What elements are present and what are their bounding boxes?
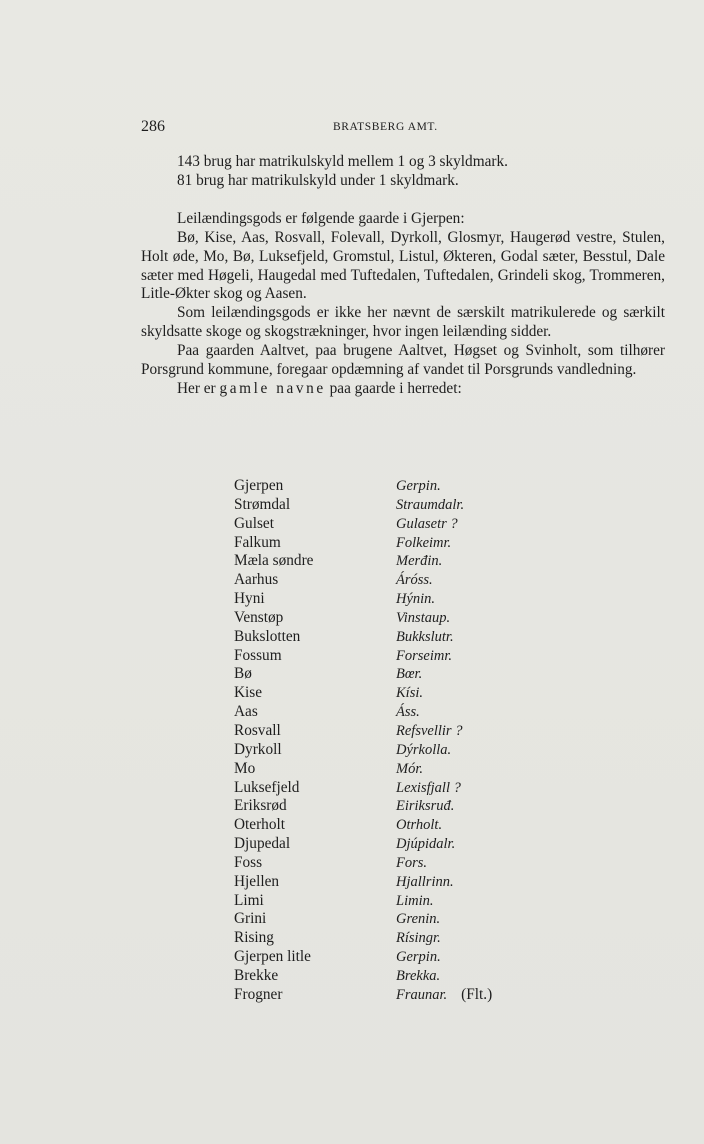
table-row <box>234 835 554 854</box>
table-row <box>234 647 554 666</box>
running-title: BRATSBERG AMT. <box>333 121 438 133</box>
old-name: Refsvellir ? <box>396 722 463 739</box>
modern-name: Bukslotten <box>234 627 301 645</box>
modern-name: Bø <box>234 665 252 683</box>
table-row <box>234 684 554 703</box>
old-name: Kísi. <box>396 685 423 702</box>
modern-name: Venstøp <box>234 608 284 626</box>
old-name: Grenin. <box>396 911 441 928</box>
modern-name: Gjerpen litle <box>234 948 311 966</box>
old-name: Eiriksruđ. <box>396 798 455 815</box>
old-name: Gulasetr ? <box>396 515 458 532</box>
old-name: Hjallrinn. <box>396 873 454 890</box>
modern-name: Aarhus <box>234 571 279 589</box>
old-name: Djúpidalr. <box>396 836 456 853</box>
paragraph-not-mentioned: Som leilændingsgods er ikke her nævnt de særskilt matrikulerede og særkilt skyldsatte skoge og skogstrækninger, hvor ingen leilænding sidder. <box>141 304 665 341</box>
table-row <box>234 534 554 553</box>
table-row <box>234 948 554 967</box>
old-name: Forseimr. <box>396 647 452 664</box>
table-row <box>234 892 554 911</box>
modern-name: Falkum <box>234 533 281 551</box>
old-name: Gerpin. <box>396 949 441 966</box>
statistic-line: 143 brug har matrikulskyld mellem 1 og 3 skyldmark. <box>177 153 508 170</box>
table-row <box>234 929 554 948</box>
paragraph-intro-leilaendingsgods: Leilændingsgods er følgende gaarde i Gjerpen: <box>177 209 465 227</box>
modern-name: Frogner <box>234 985 283 1003</box>
old-name: Bukkslutr. <box>396 628 454 645</box>
modern-name: Brekke <box>234 966 279 984</box>
table-row <box>234 628 554 647</box>
modern-name: Grini <box>234 910 267 928</box>
table-row <box>234 477 554 496</box>
page-header <box>141 118 665 138</box>
old-names-table <box>234 477 554 1005</box>
modern-name: Gjerpen <box>234 477 284 494</box>
modern-name: Hyni <box>234 590 265 608</box>
table-row <box>234 609 554 628</box>
modern-name: Luksefjeld <box>234 778 300 796</box>
table-row <box>234 703 554 722</box>
old-name: Mór. <box>396 760 423 777</box>
old-name: Fraunar. <box>396 986 448 1003</box>
table-row <box>234 910 554 929</box>
table-row <box>234 854 554 873</box>
statistic-line: 81 brug har matrikulskyld under 1 skyldmark. <box>177 171 459 189</box>
table-row <box>234 571 554 590</box>
table-row <box>234 722 554 741</box>
table-row <box>234 665 554 684</box>
table-row <box>234 779 554 798</box>
old-names-intro-after: paa gaarde i herredet: <box>329 379 462 397</box>
old-name: Folkeimr. <box>396 534 452 551</box>
modern-name: Hjellen <box>234 872 280 890</box>
old-name: Bœr. <box>396 666 423 683</box>
modern-name: Gulset <box>234 514 274 532</box>
old-name: Straumdalr. <box>396 496 465 513</box>
old-name: Gerpin. <box>396 478 441 494</box>
modern-name: Strømdal <box>234 495 291 513</box>
table-row <box>234 986 554 1005</box>
paragraph-old-names-intro <box>141 380 665 399</box>
table-row <box>234 760 554 779</box>
modern-name: Rosvall <box>234 721 281 739</box>
old-name: Fors. <box>396 854 428 871</box>
old-name: Otrholt. <box>396 817 443 834</box>
source-note: (Flt.) <box>461 985 493 1003</box>
old-name: Limin. <box>396 892 434 909</box>
table-row <box>234 816 554 835</box>
old-name: Merđin. <box>396 553 443 570</box>
old-names-intro-before: Her er <box>177 379 216 397</box>
modern-name: Eriksrød <box>234 797 287 815</box>
old-name: Áróss. <box>396 572 433 589</box>
table-row <box>234 590 554 609</box>
table-row <box>234 797 554 816</box>
modern-name: Dyrkoll <box>234 740 282 758</box>
body-text <box>141 153 665 399</box>
modern-name: Rising <box>234 929 274 947</box>
table-row <box>234 496 554 515</box>
modern-name: Kise <box>234 684 263 702</box>
old-name: Hýnin. <box>396 591 436 608</box>
old-name: Dýrkolla. <box>396 741 452 758</box>
old-names-intro-spaced: gamle navne <box>219 379 326 397</box>
old-name: Brekka. <box>396 967 441 984</box>
paragraph-farm-list: Bø, Kise, Aas, Rosvall, Folevall, Dyrkoll, Glosmyr, Haugerød vestre, Stulen, Holt øde, Mo, Bø, Luksefjeld, Gromstul, Listul, Økteren, Godal sæter, Besstul, Dale sæter med Høgeli, Haugedal med Tuftedalen, Tuftedalen, Grindeli skog, Trommeren, Litle-Økter skog og Aasen. <box>141 228 665 303</box>
table-row <box>234 873 554 892</box>
old-name: Rísingr. <box>396 930 441 947</box>
table-row <box>234 741 554 760</box>
old-name: Áss. <box>396 704 420 721</box>
table-row <box>234 552 554 571</box>
old-name: Vinstaup. <box>396 609 451 626</box>
modern-name: Mo <box>234 759 256 777</box>
modern-name: Foss <box>234 853 263 871</box>
modern-name: Djupedal <box>234 835 291 853</box>
table-row <box>234 515 554 534</box>
modern-name: Limi <box>234 891 264 909</box>
modern-name: Aas <box>234 703 258 721</box>
modern-name: Oterholt <box>234 816 285 834</box>
old-name: Lexisfjall ? <box>396 779 461 796</box>
modern-name: Mæla søndre <box>234 552 314 570</box>
paragraph-aaltvet: Paa gaarden Aaltvet, paa brugene Aaltvet, Høgset og Svinholt, som tilhører Porsgrund kommune, foregaar opdæmning af vandet til Porsgrunds vandledning. <box>141 342 665 379</box>
page-number: 286 <box>141 118 165 135</box>
table-row <box>234 967 554 986</box>
modern-name: Fossum <box>234 646 282 664</box>
